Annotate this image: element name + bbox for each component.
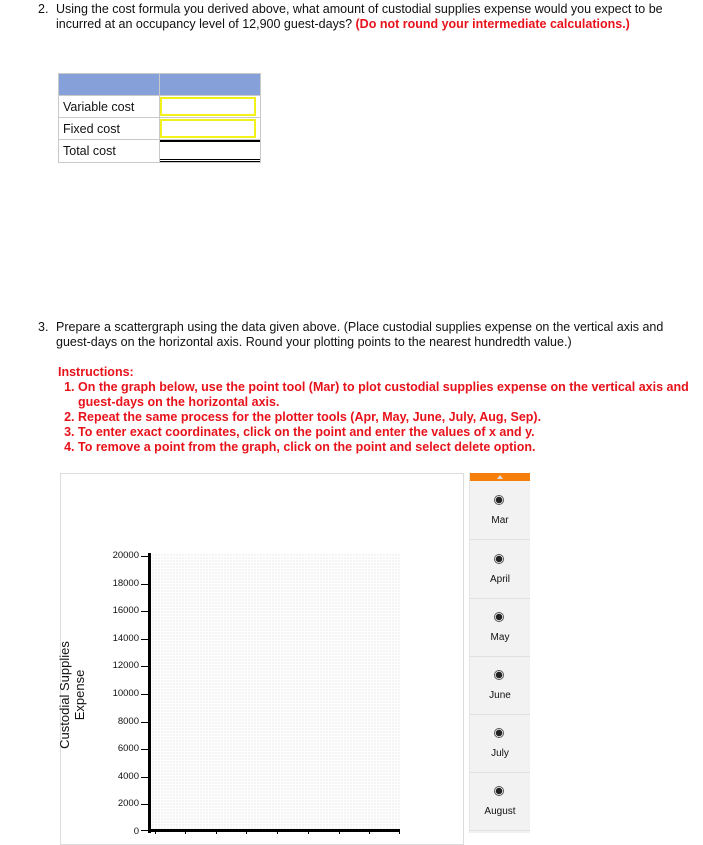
point-tool-icon (494, 728, 504, 738)
row-label: Total cost (59, 140, 160, 163)
cost-table (58, 73, 261, 163)
table-row-total-cost (59, 140, 261, 163)
plot-area[interactable] (148, 553, 400, 833)
question-text: Prepare a scattergraph using the data given above. (Place custodial supplies expense on the vertical axis and guest-days on the horizontal axis. Round your plotting points to the nearest hundredth value.) (56, 320, 664, 349)
y-tick-label: 2000 (117, 798, 139, 809)
table-row-fixed-cost (59, 118, 261, 140)
tool-mar[interactable] (470, 481, 530, 540)
question-text: Using the cost formula you derived above, what amount of custodial supplies expense would you expect to be incurred at an occupancy level of 12,900 guest-days? (56, 2, 663, 31)
tool-label: July (491, 748, 509, 759)
tool-label: June (489, 690, 511, 701)
row-label: Variable cost (59, 96, 160, 118)
tool-june[interactable] (470, 656, 530, 715)
tool-label: May (490, 632, 510, 643)
y-tick-label: 20000 (112, 550, 139, 561)
y-tick-label: 18000 (112, 578, 139, 589)
question-number: 2. (38, 2, 49, 16)
variable-cost-input[interactable] (160, 97, 256, 116)
question-note: (Do not round your intermediate calculations.) (355, 17, 630, 31)
total-cost-value (160, 140, 260, 162)
instructions (58, 365, 698, 455)
instruction-item: 4. To remove a point from the graph, click on the point and select delete option. (78, 440, 698, 455)
tool-april[interactable] (470, 540, 530, 599)
y-tick-label: 4000 (117, 771, 139, 782)
question-number: 3. (38, 320, 49, 334)
instructions-title: Instructions: (58, 365, 134, 379)
instruction-item: 3. To enter exact coordinates, click on the point and enter the values of x and y. (78, 425, 698, 440)
point-tool-icon (494, 554, 504, 564)
point-tool-icon (494, 612, 504, 622)
y-tick-label: 10000 (112, 688, 139, 699)
tool-may[interactable] (470, 598, 530, 657)
point-tool-icon (494, 670, 504, 680)
question-2 (38, 2, 678, 32)
y-tick-label: 8000 (117, 716, 139, 727)
y-axis-title: Custodial Supplies Expense (57, 641, 87, 749)
point-tool-icon (494, 786, 504, 796)
chevron-up-icon (497, 475, 503, 479)
y-tick-label: 14000 (112, 633, 139, 644)
y-tick-label: 0 (133, 826, 139, 837)
y-tick-label: 16000 (112, 605, 139, 616)
y-tick-label: 6000 (117, 743, 139, 754)
y-tick-label: 12000 (112, 660, 139, 671)
tool-label: Mar (491, 515, 509, 526)
fixed-cost-input[interactable] (160, 119, 256, 138)
scroll-up-button[interactable] (470, 473, 530, 481)
tool-august[interactable] (470, 772, 530, 831)
instruction-item: 1. On the graph below, use the point tool (Mar) to plot custodial supplies expense on the vertical axis and guest-days on the horizontal axis. (78, 380, 698, 410)
table-row-variable-cost (59, 96, 261, 118)
tool-label: August (484, 806, 516, 817)
plotter-tools-panel (469, 473, 530, 833)
table-header-row (59, 74, 261, 96)
row-label: Fixed cost (59, 118, 160, 140)
instruction-item: 2. Repeat the same process for the plotter tools (Apr, May, June, July, Aug, Sep). (78, 410, 698, 425)
y-axis (148, 553, 151, 833)
tool-label: April (489, 574, 510, 585)
tool-july[interactable] (470, 714, 530, 773)
point-tool-icon (494, 495, 504, 505)
question-3 (38, 320, 678, 350)
